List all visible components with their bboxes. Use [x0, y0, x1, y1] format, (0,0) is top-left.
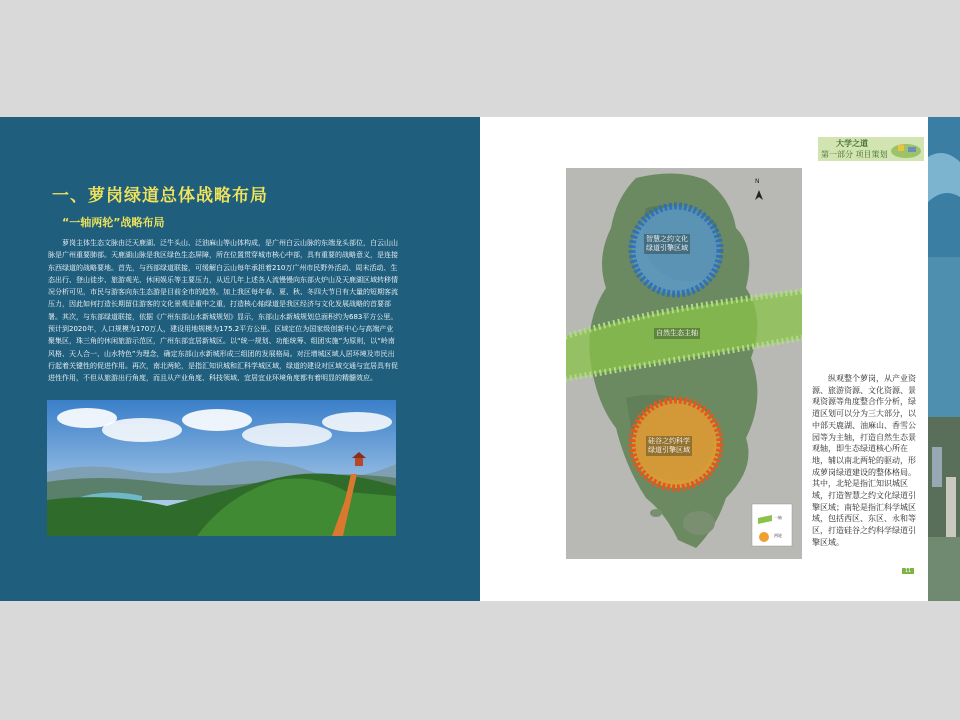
legend-axis-label: 一轴 — [774, 515, 782, 520]
map-description: 纵观整个萝岗，从产业资源、旅游资源、文化资源、景观资源等角度整合作分析，绿道区划可以分为三大部分，以中部天鹿湖、油麻山、香雪公园等为主轴，打造自然生态景观轴，即生态绿道核心所在地，辅以南北两轮的驱动，形成萝岗绿道建设的整体格局。其中，北轮是指汇知识城区域，打造智慧之约文化绿道引擎区域；南轮是指汇科学城区域，包括西区、东区、永和等区，打造硅谷之约科学绿道引擎区域。 — [812, 374, 916, 547]
badge-subtitle: 第一部分 项目策划 — [821, 150, 888, 159]
badge-illustration — [890, 139, 922, 159]
landscape-photo — [47, 400, 396, 536]
south-circle-label: 硅谷之约科学 绿道引擎区域 — [648, 437, 690, 454]
badge-title: 大学之道 — [836, 139, 868, 148]
body-paragraph: 萝岗主体生态文脉由泛天鹿湖、泛牛头山、泛油麻山等山体构成，是广州白云山脉的东端龙头部位，白云山山脉是广州重要肺部。天鹿湖山脉是我区绿色生态屏障，所在位置贯穿城市核心中部，具有重要的战略意义，是连接东西绿道的战略要地。首先，与西部绿道联接，可缓解白云山每年承担着210万广州市民野外活动、周末活动、生态出行、登山徒步、旅游观光、休闲娱乐等主要压力，从近几年上述各人流慢慢向东部火炉山及天鹿湖区域转移情况分析可见，市民与游客向东生态游是目前全市的趋势。加上我区每年春、夏、秋、冬四大节日有大量的短期客流压力，因此如何打造长期留住游客的文化景观是重中之重，打造核心轴绿道是我区经济与文化发展战略的首要部署。其次，与东部绿道联接，依据《广州东部山水新城规划》显示，东部山水新城规划总面积约为683平方公里。预计到2020年，人口规模为170万人，建设用地规模为175.2平方公里。区域定位为国家级创新中心与高端产业聚集区，珠三角的休闲旅游示范区，广州东部宜居新城区。以“统一规划、功能统筹、组团实施”为原则，以“岭南风格、天人合一、山水特色”为理念，确定东部山水新城形成三组团的发展格局。对汪增城区域人居环境及市民出行起着关键性的促进作用。再次，南北两轮，是指汇知识城和汇科学城区域，绿道的建设对区域交通与宜居具有促进性作用，不但从旅游出行角度，而且从产业角度、科技领域、宜居宜业环境角度都有着明显的精髓效应。 — [48, 239, 398, 383]
section-heading: 一、萝岗绿道总体战略布局 — [52, 186, 268, 206]
section-subheading: “一轴两轮”战略布局 — [62, 216, 165, 229]
right-page — [480, 117, 960, 601]
band-label: 自然生态主轴 — [656, 329, 698, 337]
book-spread — [0, 117, 960, 601]
page-number: 11 — [902, 568, 914, 574]
section-badge — [818, 137, 924, 161]
north-circle-label: 智慧之约文化 绿道引擎区域 — [646, 235, 688, 252]
map-legend — [752, 504, 792, 546]
legend-wheels-label: 两轮 — [774, 533, 782, 538]
left-page — [0, 117, 480, 601]
north-label: N — [755, 178, 760, 185]
strategy-map — [566, 168, 802, 559]
photo-strip — [928, 117, 960, 601]
